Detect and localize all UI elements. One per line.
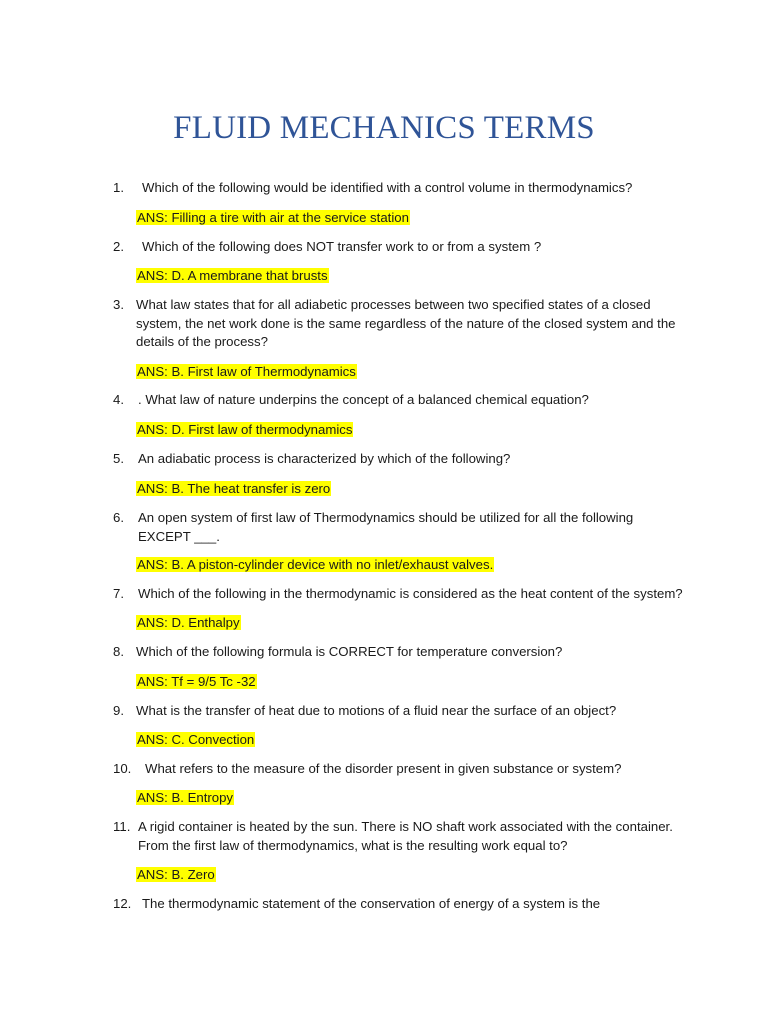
question-text: An open system of first law of Thermodynamics should be utilized for all the following EXCEPT ___. (138, 510, 634, 544)
answer-highlight: ANS: D. Enthalpy (137, 615, 240, 630)
question-number: 8. (113, 644, 124, 659)
question-item (113, 509, 683, 546)
answer-line (136, 556, 494, 573)
question-number: 6. (113, 510, 124, 525)
question-text: Which of the following would be identified with a control volume in thermodynamics? (142, 180, 633, 195)
question-number: 2. (113, 239, 124, 254)
question-text: Which of the following formula is CORRECT for temperature conversion? (136, 644, 563, 659)
answer-highlight: ANS: C. Convection (137, 732, 255, 747)
question-number: 10. (113, 761, 132, 776)
answer-highlight: ANS: Tf = 9/5 Tc -32 (137, 674, 256, 689)
question-text: An adiabatic process is characterized by which of the following? (138, 451, 511, 466)
question-text: Which of the following in the thermodynamic is considered as the heat content of the system? (138, 586, 683, 601)
question-item (113, 391, 683, 410)
answer-highlight: ANS: B. First law of Thermodynamics (137, 364, 356, 379)
question-number: 7. (113, 586, 124, 601)
answer-line (136, 866, 216, 883)
question-text: What law states that for all adiabetic processes between two specified states of a closed system, the net work done is the same regardless of the nature of the closed system and the details of the process? (136, 297, 676, 349)
question-text: Which of the following does NOT transfer work to or from a system ? (142, 239, 542, 254)
question-item (113, 585, 683, 604)
answer-highlight: ANS: Filling a tire with air at the service station (137, 210, 409, 225)
answer-line (136, 614, 241, 631)
question-number: 3. (113, 297, 124, 312)
answer-line (136, 789, 234, 806)
question-number: 11. (113, 819, 131, 834)
answer-highlight: ANS: B. A piston-cylinder device with no inlet/exhaust valves. (137, 557, 494, 572)
answer-line (136, 673, 257, 690)
question-item (113, 760, 683, 779)
answer-line (136, 267, 329, 284)
question-item (113, 643, 683, 662)
answer-line (136, 421, 353, 438)
question-number: 4. (113, 392, 124, 407)
question-number: 1. (113, 180, 124, 195)
answer-highlight: ANS: B. Entropy (137, 790, 234, 805)
answer-highlight: ANS: D. First law of thermodynamics (137, 422, 353, 437)
question-item (113, 450, 683, 469)
answer-line (136, 363, 357, 380)
question-number: 5. (113, 451, 124, 466)
question-item (113, 818, 683, 855)
question-text: . What law of nature underpins the concept of a balanced chemical equation? (138, 392, 589, 407)
question-item (113, 702, 683, 721)
question-item (113, 895, 683, 914)
question-text: What is the transfer of heat due to motions of a fluid near the surface of an object? (136, 703, 617, 718)
question-item (113, 296, 683, 352)
question-number: 12. (113, 896, 132, 911)
document-title: FLUID MECHANICS TERMS (173, 110, 595, 146)
question-number: 9. (113, 703, 124, 718)
question-item (113, 179, 683, 198)
answer-line (136, 209, 410, 226)
question-text: The thermodynamic statement of the conservation of energy of a system is the (142, 896, 601, 911)
answer-line (136, 480, 331, 497)
answer-line (136, 731, 255, 748)
answer-highlight: ANS: B. Zero (137, 867, 215, 882)
question-text: What refers to the measure of the disorder present in given substance or system? (145, 761, 622, 776)
question-item (113, 238, 683, 257)
question-text: A rigid container is heated by the sun. There is NO shaft work associated with the container. From the first law of thermodynamics, what is the resulting work equal to? (138, 819, 673, 853)
answer-highlight: ANS: B. The heat transfer is zero (137, 481, 331, 496)
answer-highlight: ANS: D. A membrane that brusts (137, 268, 328, 283)
